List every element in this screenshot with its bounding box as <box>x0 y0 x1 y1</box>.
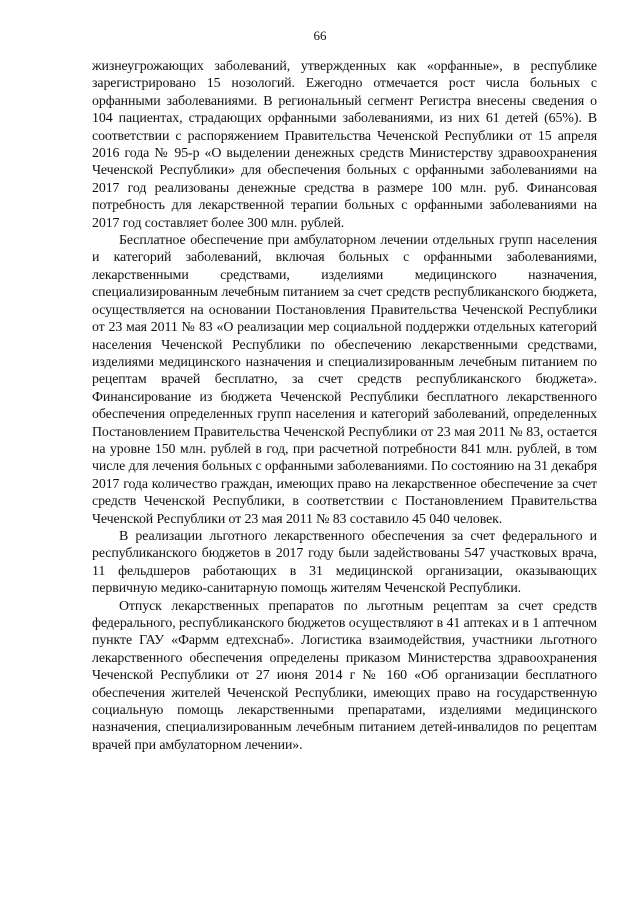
paragraph-pharmacy-dispensing: Отпуск лекарственных препаратов по льготным рецептам за счет средств федерального, республиканского бюджетов осуществляют в 41 аптеках и в 1 аптечном пункте ГАУ «Фармм едтехснаб». Логистика взаимодействия, участники льготного лекарственного обеспечения определены приказом Министерства здравоохранения Чеченской Республики от 27 июня 2014 г № 160 «Об организации бесплатного обеспечения жителей Чеченской Республики, имеющих право на государственную социальную помощь лекарственными препаратами, изделиями медицинского назначения, специализированным лечебным питанием детей-инвалидов по рецептам врачей при амбулаторном лечении». <box>92 598 597 753</box>
page-number: 66 <box>313 28 327 43</box>
paragraph-prescribing-doctors: В реализации льготного лекарственного обеспечения за счет федерального и республиканского бюджетов в 2017 году были задействованы 547 участковых врача, 11 фельдшеров работающих в 31 медицинской организации, оказывающих первичную медико-санитарную помощь жителям Чеченской Республики. <box>92 528 597 597</box>
paragraph-orphan-registry: жизнеугрожающих заболеваний, утвержденных как «орфанные», в республике зарегистрировано 15 нозологий. Ежегодно отмечается рост числа больных с орфанными заболеваниями. В региональный сегмент Регистра внесены сведения о 104 пациентах, страдающих орфанными заболеваниями, из них 61 детей (65%). В соответствии с распоряжением Правительства Чеченской Республики от 15 апреля 2016 года № 95-р «О выделении денежных средств Министерству здравоохранения Чеченской Республики» для обеспечения больных с орфанными заболеваниями на 2017 год реализованы денежные средства в размере 100 млн. руб. Финансовая потребность для лекарственной терапии больных с орфанными заболеваниями на 2017 год составляет более 300 млн. рублей. <box>92 59 597 231</box>
document-body <box>92 58 597 754</box>
paragraph-free-drug-provision: Бесплатное обеспечение при амбулаторном лечении отдельных групп населения и категорий заболеваний, включая больных с орфанными заболеваниями, лекарственными средствами, изделиями медицинского назначения, специализированным лечебным питанием за счет средств республиканского бюджета, осуществляется на основании Постановления Правительства Чеченской Республики от 23 мая 2011 № 83 «О реализации мер социальной поддержки отдельных категорий населения Чеченской Республики по обеспечению лекарственными средствами, изделиями медицинского назначения и специализированным лечебным питанием по рецептам врачей бесплатно, за счет средств республиканского бюджета». Финансирование из бюджета Чеченской Республики бесплатного лекарственного обеспечения определенных групп населения и категорий заболеваний, определенных Постановлением Правительства Чеченской Республики от 23 мая 2011 № 83, остается на уровне 150 млн. рублей в год, при расчетной потребности 841 млн. рублей, в том числе для лечения больных с орфанными заболеваниями. По состоянию на 31 декабря 2017 года количество граждан, имеющих право на лекарственное обеспечение за счет средств Чеченской Республики, в соответствии с Постановлением Правительства Чеченской Республики от 23 мая 2011 № 83 составило 45 040 человек. <box>92 233 597 527</box>
